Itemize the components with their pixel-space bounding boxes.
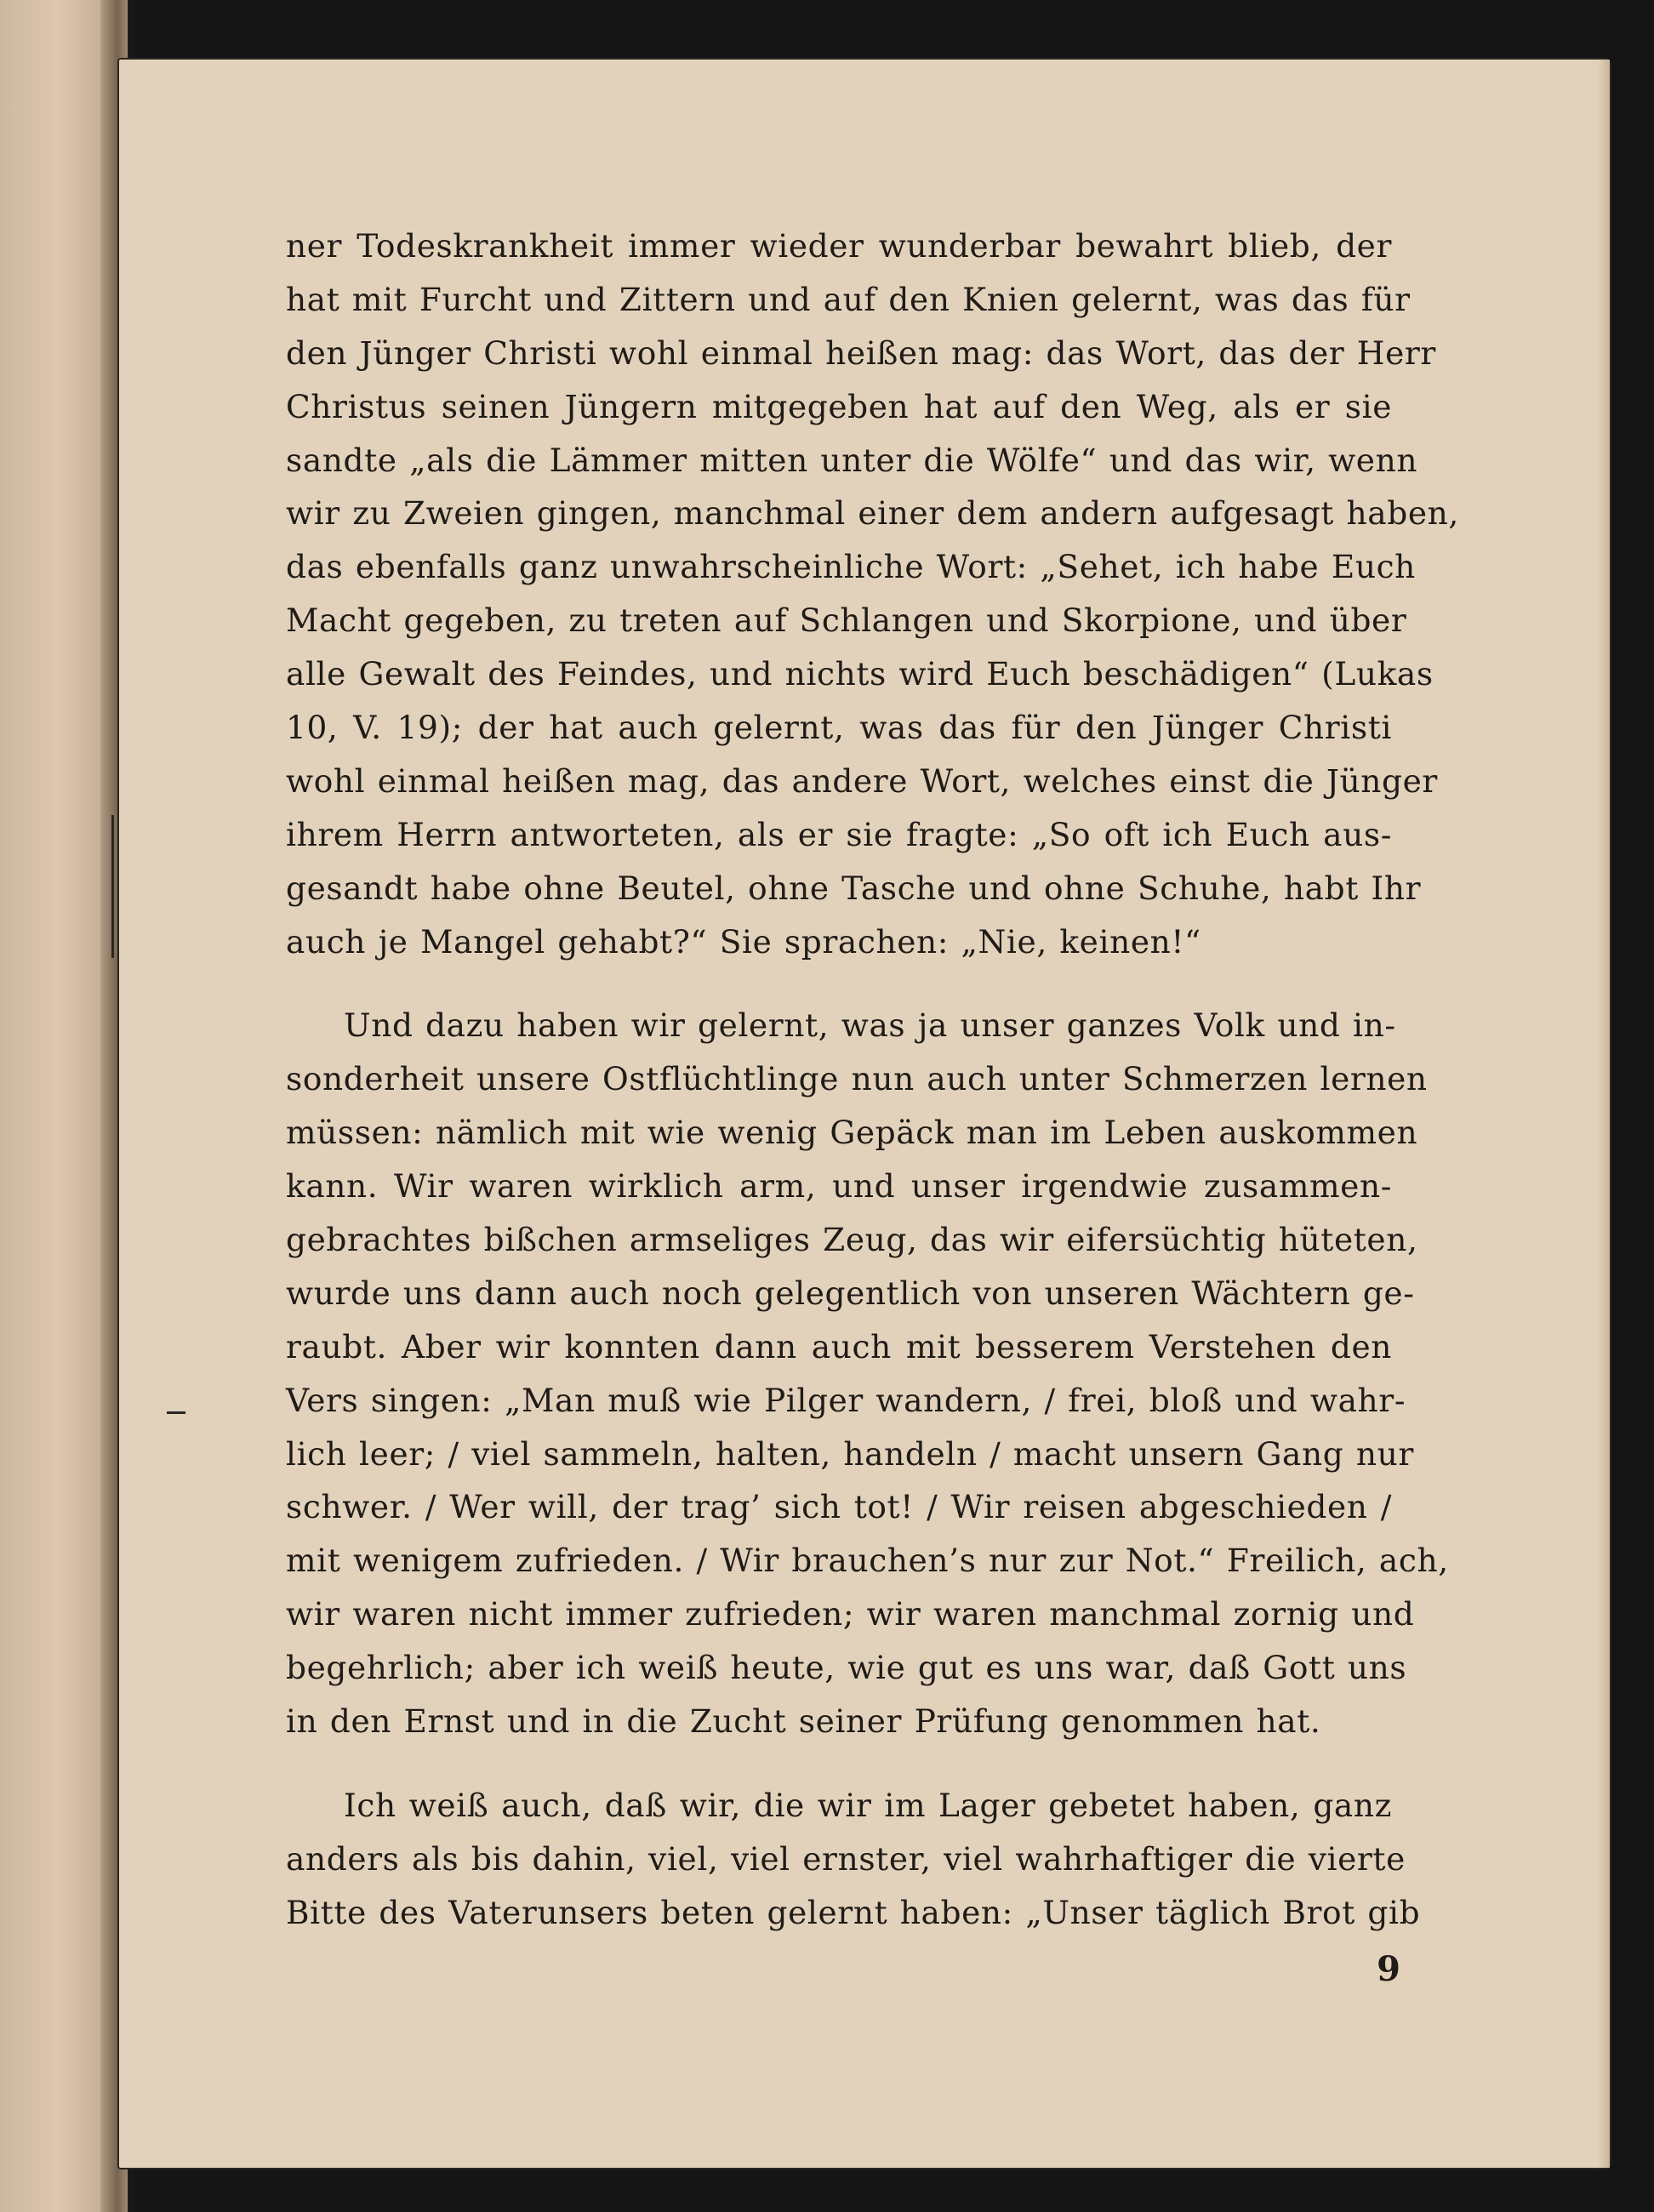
page-right-edge (1598, 60, 1610, 2168)
text-line: gesandt habe ohne Beutel, ohne Tasche und ohne Schuhe, habt Ihr (286, 869, 1422, 907)
text-line: mit wenigem zufrieden. / Wir brauchen’s nur zur Not.“ Freilich, ach, (286, 1542, 1449, 1580)
margin-pencil-mark (111, 815, 114, 958)
text-line: Christus seinen Jüngern mitgegeben hat auf den Weg, als er sie (286, 387, 1392, 425)
text-line: sonderheit unsere Ostflüchtlinge nun auch unter Schmerzen lernen (286, 1060, 1428, 1098)
text-line: den Jünger Christi wohl einmal heißen mag: das Wort, das der Herr (286, 334, 1436, 372)
text-line: Vers singen: „Man muß wie Pilger wandern, / frei, bloß und wahr- (286, 1381, 1406, 1419)
text-line: kann. Wir waren wirklich arm, und unser irgendwie zusammen- (286, 1167, 1392, 1206)
text-line: raubt. Aber wir konnten dann auch mit besserem Verstehen den (286, 1327, 1392, 1365)
text-line: anders als bis dahin, viel, viel ernster, viel wahrhaftiger die vierte (286, 1839, 1406, 1878)
text-line: hat mit Furcht und Zittern und auf den Knien gelernt, was das für (286, 280, 1411, 318)
text-line: auch je Mangel gehabt?“ Sie sprachen: „Nie, keinen!“ (286, 922, 1201, 961)
text-line: Macht gegeben, zu treten auf Schlangen und Skorpione, und über (286, 601, 1407, 640)
text-line: wurde uns dann auch noch gelegentlich von unseren Wächtern ge- (286, 1274, 1415, 1312)
text-line: ner Todeskrankheit immer wieder wunderbar bewahrt blieb, der (286, 227, 1392, 265)
text-line: 10, V. 19); der hat auch gelernt, was das für den Jünger Christi (286, 709, 1392, 747)
margin-pencil-tick (167, 1411, 185, 1414)
text-line: Ich weiß auch, daß wir, die wir im Lager gebetet haben, ganz (344, 1786, 1392, 1824)
text-line: schwer. / Wer will, der trag’ sich tot! / Wir reisen abgeschieden / (286, 1488, 1392, 1526)
body-text (286, 219, 1459, 1940)
text-line: lich leer; / viel sammeln, halten, handeln / macht unsern Gang nur (286, 1434, 1414, 1473)
text-line: begehrlich; aber ich weiß heute, wie gut es uns war, daß Gott uns (286, 1649, 1407, 1687)
text-line: alle Gewalt des Feindes, und nichts wird Euch beschädigen“ (Lukas (286, 655, 1434, 693)
text-line: sandte „als die Lämmer mitten unter die Wölfe“ und das wir, wenn (286, 441, 1418, 479)
text-line: wir waren nicht immer zufrieden; wir waren manchmal zornig und (286, 1595, 1415, 1633)
text-line: Bitte des Vaterunsers beten gelernt haben: „Unser täglich Brot gib (286, 1893, 1421, 1931)
text-line: wir zu Zweien gingen, manchmal einer dem andern aufgesagt haben, (286, 494, 1459, 533)
text-line: gebrachtes bißchen armseliges Zeug, das wir eifersüchtig hüteten, (286, 1221, 1418, 1259)
text-line: das ebenfalls ganz unwahrscheinliche Wort: „Sehet, ich habe Euch (286, 548, 1416, 586)
text-line: wohl einmal heißen mag, das andere Wort, welches einst die Jünger (286, 761, 1438, 800)
text-line: Und dazu haben wir gelernt, was ja unser ganzes Volk und in- (344, 1006, 1396, 1045)
text-line: ihrem Herrn antworteten, als er sie fragte: „So oft ich Euch aus- (286, 815, 1392, 853)
paragraph-gap (286, 968, 1392, 999)
paragraph-gap (286, 1748, 1392, 1779)
text-line: müssen: nämlich mit wie wenig Gepäck man im Leben auskommen (286, 1114, 1418, 1152)
page-number: 9 (1377, 1949, 1400, 1989)
text-line: in den Ernst und in die Zucht seiner Prüfung genommen hat. (286, 1702, 1321, 1741)
